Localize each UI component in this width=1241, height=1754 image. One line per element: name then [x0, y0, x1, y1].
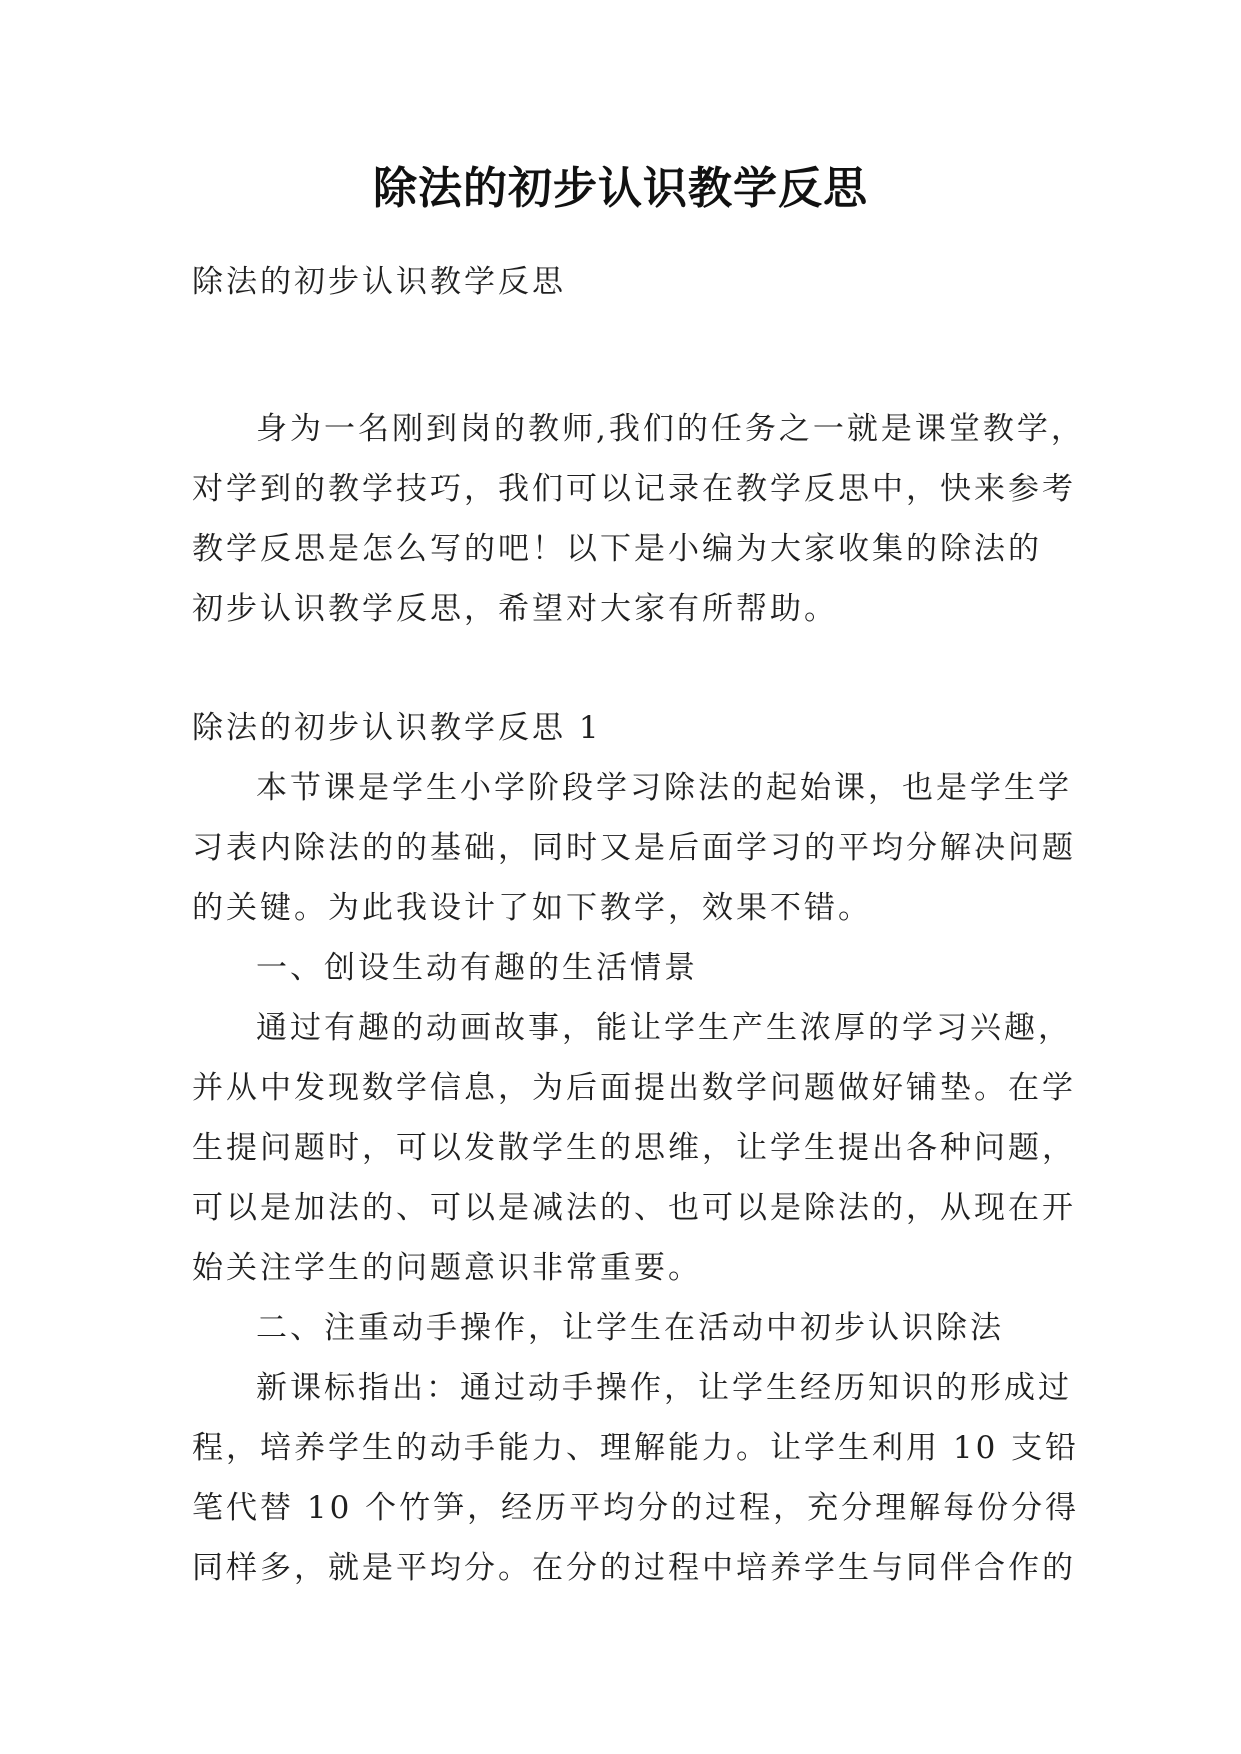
intro-line: 身为一名刚到岗的教师,我们的任务之一就是课堂教学， [256, 411, 1085, 447]
body-line: 本节课是学生小学阶段学习除法的起始课，也是学生学 [256, 770, 1072, 806]
body-line: 生提问题时，可以发散学生的思维，让学生提出各种问题， [192, 1130, 1076, 1166]
body-line: 的关键。为此我设计了如下教学，效果不错。 [192, 890, 872, 926]
intro-line: 初步认识教学反思，希望对大家有所帮助。 [192, 591, 838, 627]
body-line: 程，培养学生的动手能力、理解能力。让学生利用 10 支铅 [192, 1430, 1080, 1466]
body-line: 并从中发现数学信息，为后面提出数学问题做好铺垫。在学 [192, 1070, 1076, 1106]
document-title: 除法的初步认识教学反思 [373, 163, 868, 214]
body-line: 可以是加法的、可以是减法的、也可以是除法的，从现在开 [192, 1190, 1076, 1226]
subheading-one: 一、创设生动有趣的生活情景 [256, 950, 698, 986]
body-line: 新课标指出：通过动手操作，让学生经历知识的形成过 [256, 1370, 1072, 1406]
body-line: 始关注学生的问题意识非常重要。 [192, 1250, 702, 1286]
subheading-two: 二、注重动手操作，让学生在活动中初步认识除法 [256, 1310, 1004, 1346]
body-line: 同样多，就是平均分。在分的过程中培养学生与同伴合作的 [192, 1550, 1076, 1586]
body-line: 通过有趣的动画故事，能让学生产生浓厚的学习兴趣， [256, 1010, 1072, 1046]
intro-line: 对学到的教学技巧，我们可以记录在教学反思中，快来参考 [192, 471, 1076, 507]
intro-line: 教学反思是怎么写的吧！以下是小编为大家收集的除法的 [192, 531, 1042, 567]
body-line: 习表内除法的的基础，同时又是后面学习的平均分解决问题 [192, 830, 1076, 866]
section-heading: 除法的初步认识教学反思 1 [192, 710, 602, 746]
body-line: 笔代替 10 个竹笋，经历平均分的过程，充分理解每份分得 [192, 1490, 1080, 1526]
document-subtitle: 除法的初步认识教学反思 [192, 264, 566, 300]
